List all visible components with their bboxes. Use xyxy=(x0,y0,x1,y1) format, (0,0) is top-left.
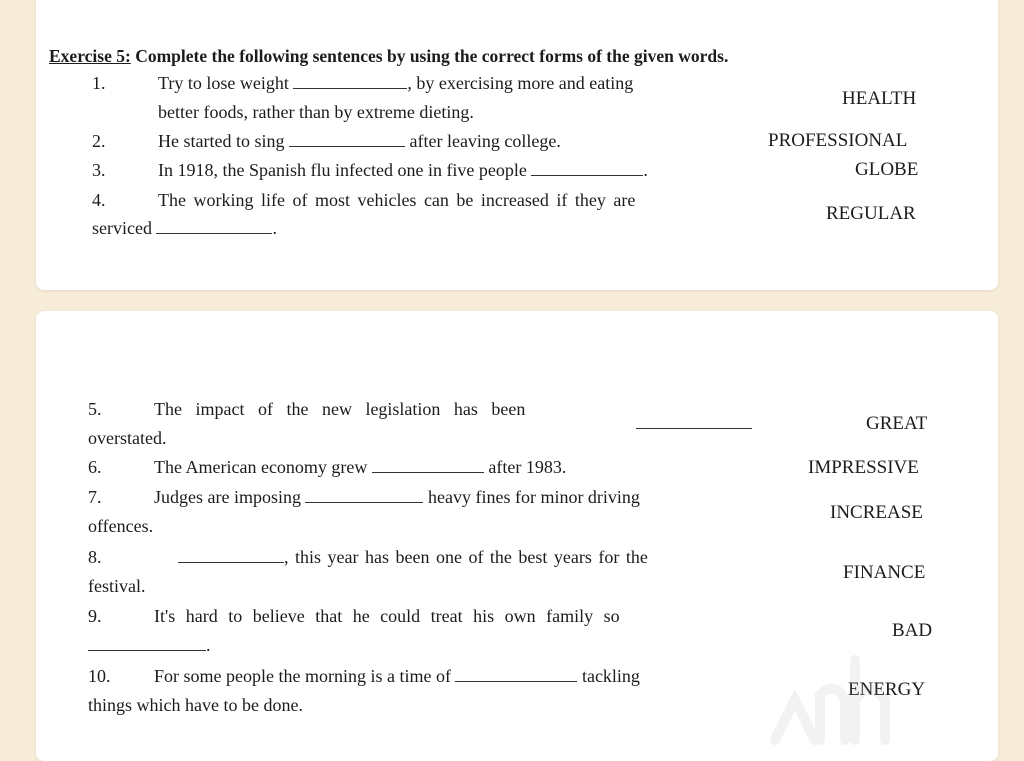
sentence-text: . xyxy=(272,218,277,238)
watermark-icon xyxy=(770,640,890,750)
sentence-2 xyxy=(92,130,561,152)
item-number: 6. xyxy=(88,457,102,477)
item-number: 2. xyxy=(92,131,106,151)
keyword-6: IMPRESSIVE xyxy=(808,457,919,478)
keyword-9: BAD xyxy=(892,620,933,641)
sentence-7-cont: offences. xyxy=(88,516,154,536)
sentence-text: It's hard to believe that he could treat his own family so xyxy=(154,606,620,626)
sentence-text: In 1918, the Spanish flu infected one in five people xyxy=(158,160,532,180)
sentence-text: , by exercising more and eating xyxy=(407,73,634,93)
sentence-text: The American economy grew xyxy=(154,457,372,477)
item-number: 4. xyxy=(92,190,106,210)
answer-blank-4[interactable] xyxy=(156,219,272,234)
sentence-text: heavy fines for minor driving xyxy=(423,487,640,507)
sentence-4 xyxy=(92,189,635,211)
answer-blank-7[interactable] xyxy=(305,488,423,503)
answer-blank-10[interactable] xyxy=(455,667,577,682)
keyword-5: GREAT xyxy=(866,413,928,434)
sentence-text: , this year has been one of the best years for the xyxy=(284,547,648,567)
answer-blank-2[interactable] xyxy=(289,132,405,147)
sentence-5-cont: overstated. xyxy=(88,428,167,448)
keyword-8: FINANCE xyxy=(843,562,926,583)
keyword-2: PROFESSIONAL xyxy=(768,130,908,151)
item-number: 1. xyxy=(92,73,106,93)
sentence-1-cont: better foods, rather than by extreme dieting. xyxy=(158,102,474,122)
answer-blank-3[interactable] xyxy=(531,161,643,176)
sentence-8-cont: festival. xyxy=(88,576,146,596)
sentence-9-cont xyxy=(88,634,211,656)
sentence-1 xyxy=(92,72,633,94)
sentence-text: after leaving college. xyxy=(404,131,561,151)
item-number: 5. xyxy=(88,399,102,419)
item-number: 7. xyxy=(88,487,102,507)
sentence-4-cont xyxy=(92,217,277,239)
keyword-10: ENERGY xyxy=(848,679,926,700)
sentence-3 xyxy=(92,159,648,181)
sentence-6 xyxy=(88,456,566,478)
keyword-1: HEALTH xyxy=(842,88,917,109)
sentence-text: . xyxy=(643,160,648,180)
exercise-instruction: Complete the following sentences by using the correct forms of the given words. xyxy=(130,46,729,66)
item-number: 10. xyxy=(88,666,111,686)
sentence-text: serviced xyxy=(92,218,157,238)
sentence-text: Try to lose weight xyxy=(158,73,294,93)
sentence-10-cont: things which have to be done. xyxy=(88,695,303,715)
answer-blank-9[interactable] xyxy=(88,636,206,651)
sentence-text: after 1983. xyxy=(483,457,567,477)
keyword-4: REGULAR xyxy=(826,203,916,224)
exercise-title xyxy=(49,46,728,67)
item-number: 3. xyxy=(92,160,106,180)
item-number: 9. xyxy=(88,606,102,626)
sentence-text: He started to sing xyxy=(158,131,289,151)
answer-blank-8[interactable] xyxy=(178,548,284,563)
sentence-5 xyxy=(88,398,525,420)
sentence-8 xyxy=(88,546,648,568)
answer-blank-5[interactable] xyxy=(636,414,752,429)
sentence-text: The working life of most vehicles can be increased if they are xyxy=(158,190,636,210)
sentence-text: tackling xyxy=(577,666,640,686)
sentence-9 xyxy=(88,605,620,627)
answer-blank-1[interactable] xyxy=(293,74,407,89)
keyword-7: INCREASE xyxy=(830,502,923,523)
item-number: 8. xyxy=(88,547,102,567)
answer-blank-6[interactable] xyxy=(372,458,484,473)
sentence-text: . xyxy=(206,635,211,655)
sentence-text: The impact of the new legislation has been xyxy=(154,399,526,419)
keyword-3: GLOBE xyxy=(855,159,919,180)
sentence-7 xyxy=(88,486,640,508)
exercise-label: Exercise 5: xyxy=(49,46,131,66)
sentence-10 xyxy=(88,665,640,687)
sentence-text: Judges are imposing xyxy=(154,487,306,507)
sentence-text: For some people the morning is a time of xyxy=(154,666,456,686)
